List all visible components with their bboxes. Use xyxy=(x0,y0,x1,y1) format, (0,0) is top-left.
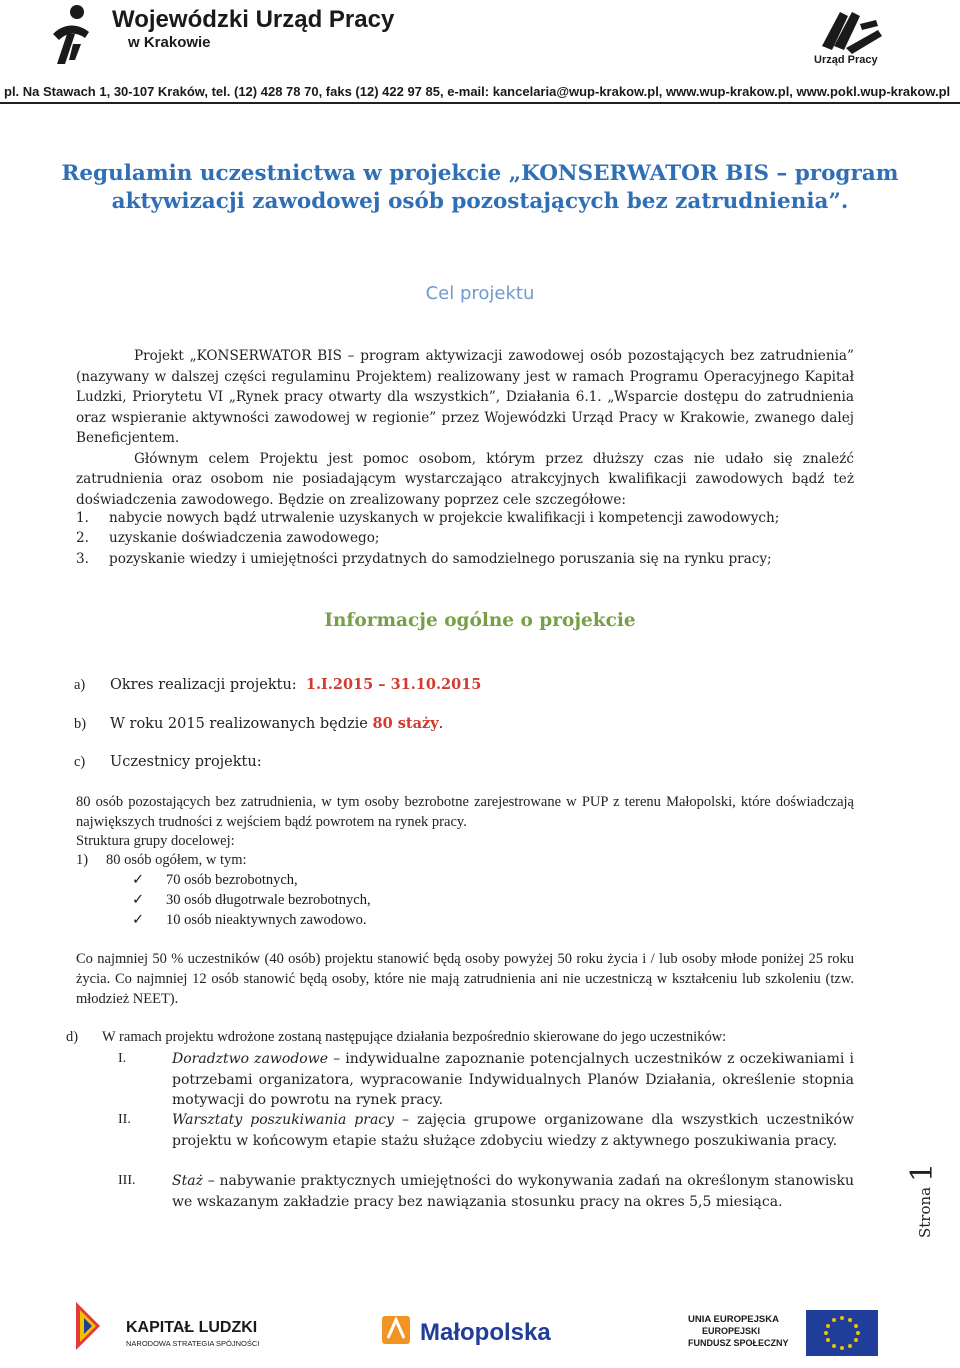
eu-line-3: FUNDUSZ SPOŁECZNY xyxy=(688,1338,789,1348)
goal-number: 3. xyxy=(76,551,89,567)
structure-item-number: 1) xyxy=(76,852,89,868)
age-groups-paragraph: Co najmniej 50 % uczestników (40 osób) projektu stanowić będą osoby powyżej 50 roku życia i / lub osoby młode poniżej 25 roku życia. Co najmniej 12 osób stanowić będą osoby, które nie mają zatrudnienia ani nie uczestniczą w kształceniu lub szkoleniu (tzw. młodzież NEET). xyxy=(76,951,854,1007)
action-description: – zajęcia grupowe organizowane dla wszystkich uczestników projektu w końcowym etapie stażu służące zdobyciu wiedzy z aktywnego poszukiwania pracy. xyxy=(172,1112,855,1149)
kapital-ludzki-title: KAPITAŁ LUDZKI xyxy=(126,1319,258,1336)
goal-item xyxy=(76,551,772,567)
goal-text: nabycie nowych bądź utrwalenie uzyskanych w projekcie kwalifikacji i kompetencji zawodowych; xyxy=(109,510,780,526)
checkmark-icon: ✓ xyxy=(132,892,145,908)
org-subtitle: w Krakowie xyxy=(128,34,211,51)
participants-description: 80 osób pozostających bez zatrudnienia, w tym osoby bezrobotne zarejestrowane w PUP z terenu Małopolski, które doświadczają największych trudności z wejściem bądź powrotem na rynek pracy. xyxy=(76,794,854,830)
section1-body xyxy=(76,346,854,510)
checkmark-icon: ✓ xyxy=(132,872,145,888)
internships-value: 80 staży xyxy=(372,715,439,732)
action-item xyxy=(118,1049,854,1111)
internships-end: . xyxy=(438,716,444,732)
section-heading-goal: Cel projektu xyxy=(425,283,535,304)
header-divider xyxy=(0,102,960,104)
eu-line-2: EUROPEJSKI xyxy=(702,1326,761,1336)
action-item xyxy=(118,1110,854,1151)
period-value: 1.I.2015 – 31.10.2015 xyxy=(305,676,482,693)
info-participants xyxy=(74,754,262,771)
checklist-text: 70 osób bezrobotnych, xyxy=(166,872,298,888)
action-description: – indywidualne zapoznanie potencjalnych uczestników z oczekiwaniami i potrzebami organizatora, wypracowanie Indywidualnych Planów Działania, określenie stopnia motywacji do powrotu na rynek pracy. xyxy=(172,1051,854,1108)
action-description: – nabywanie praktycznych umiejętności do wykonywania zadań na określonym stanowisku we wskazanym zakładzie pracy bez nawiązania stosunku pracy na okres 5,5 miesiąca. xyxy=(172,1173,854,1210)
malopolska-text: Małopolska xyxy=(420,1319,551,1346)
urzad-pracy-logo xyxy=(812,6,892,58)
info-internships xyxy=(74,715,443,733)
checklist-text: 10 osób nieaktywnych zawodowo. xyxy=(166,912,367,928)
goal-number: 2. xyxy=(76,530,89,546)
urzad-pracy-label: Urząd Pracy xyxy=(814,54,878,66)
malopolska-logo xyxy=(380,1310,580,1350)
action-number: III. xyxy=(118,1173,136,1188)
period-label: Okres realizacji projektu: xyxy=(110,677,297,693)
action-text-block xyxy=(172,1171,854,1212)
page-number-value: 1 xyxy=(905,1162,940,1182)
project-description: Projekt „KONSERWATOR BIS – program aktywizacji zawodowej osób pozostających bez zatrudnienia” (nazywany w dalszej części regulaminu Projektem) realizowany jest w ramach Programu Operacyjnego Kapitał Ludzki, Priorytetu VI „Rynek pracy otwarty dla wszystkich”, Działania 6.1. „Wsparcie dostępu do zatrudnienia oraz wspieranie aktywności zawodowej w regionie” przez Wojewódzki Urząd Pracy w Krakowie, zwanego dalej Beneficjentem. xyxy=(76,348,854,446)
action-name: Warsztaty poszukiwania pracy xyxy=(172,1112,395,1128)
item-letter: a) xyxy=(74,677,86,693)
checklist-text: 30 osób długotrwale bezrobotnych, xyxy=(166,892,371,908)
structure-label: Struktura grupy docelowej: xyxy=(76,833,235,849)
eu-line-1: UNIA EUROPEJSKA xyxy=(688,1314,779,1325)
goal-item xyxy=(76,510,779,526)
goal-text: uzyskanie doświadczenia zawodowego; xyxy=(109,530,380,546)
checklist-item xyxy=(132,912,367,929)
action-name: Staż xyxy=(172,1173,203,1189)
page-label: Strona xyxy=(916,1186,934,1238)
participants-label: Uczestnicy projektu: xyxy=(110,754,262,770)
info-period xyxy=(74,676,481,694)
checkmark-icon: ✓ xyxy=(132,912,145,928)
contact-line: pl. Na Stawach 1, 30-107 Kraków, tel. (12) 428 78 70, faks (12) 422 97 85, e-mail: kancelaria@wup-krakow.pl, www.wup-krakow.pl, www.pokl.wup-krakow.pl xyxy=(4,84,951,99)
checklist-item xyxy=(132,892,371,909)
structure-item-text: 80 osób ogółem, w tym: xyxy=(106,852,247,868)
action-number: II. xyxy=(118,1112,131,1127)
wup-figure-logo xyxy=(45,4,101,68)
page-number xyxy=(900,1160,940,1240)
internships-label: W roku 2015 realizowanych będzie xyxy=(110,716,368,732)
project-goal: Głównym celem Projektu jest pomoc osobom, którym przez dłuższy czas nie udało się znaleźć zatrudnienia oraz osobom nie posiadającym wystarczająco atrakcyjnych kwalifikacji zawodowych bądź też doświadczenia zawodowego. Będzie on zrealizowany poprzez cele szczegółowe: xyxy=(76,450,854,508)
kapital-ludzki-subtitle: NARODOWA STRATEGIA SPÓJNOŚCI xyxy=(126,1339,260,1348)
goal-item xyxy=(76,530,380,546)
action-name: Doradztwo zawodowe xyxy=(172,1051,328,1067)
item-letter: b) xyxy=(74,716,87,732)
org-name: Wojewódzki Urząd Pracy xyxy=(112,6,395,33)
goal-text: pozyskanie wiedzy i umiejętności przydatnych do samodzielnego poruszania się na rynku pracy; xyxy=(109,551,772,567)
structure-item xyxy=(76,852,247,869)
title-line-2: aktywizacji zawodowej osób pozostających bez zatrudnienia”. xyxy=(111,189,849,214)
kapital-ludzki-logo xyxy=(66,1296,276,1356)
title-line-1: Regulamin uczestnictwa w projekcie „KONSERWATOR BIS – program xyxy=(61,161,899,186)
action-text-block xyxy=(172,1110,854,1151)
info-actions xyxy=(66,1029,726,1046)
checklist-item xyxy=(132,872,298,889)
section-heading-general-info: Informacje ogólne o projekcie xyxy=(324,610,636,631)
action-item xyxy=(118,1171,854,1212)
document-title xyxy=(60,160,900,216)
eu-logo xyxy=(688,1300,898,1360)
action-text-block xyxy=(172,1049,854,1111)
actions-label: W ramach projektu wdrożone zostaną następujące działania bezpośrednio skierowane do jego uczestników: xyxy=(102,1029,727,1045)
action-number: I. xyxy=(118,1051,127,1066)
item-letter: c) xyxy=(74,754,86,770)
goal-number: 1. xyxy=(76,510,89,526)
item-letter: d) xyxy=(66,1029,79,1045)
